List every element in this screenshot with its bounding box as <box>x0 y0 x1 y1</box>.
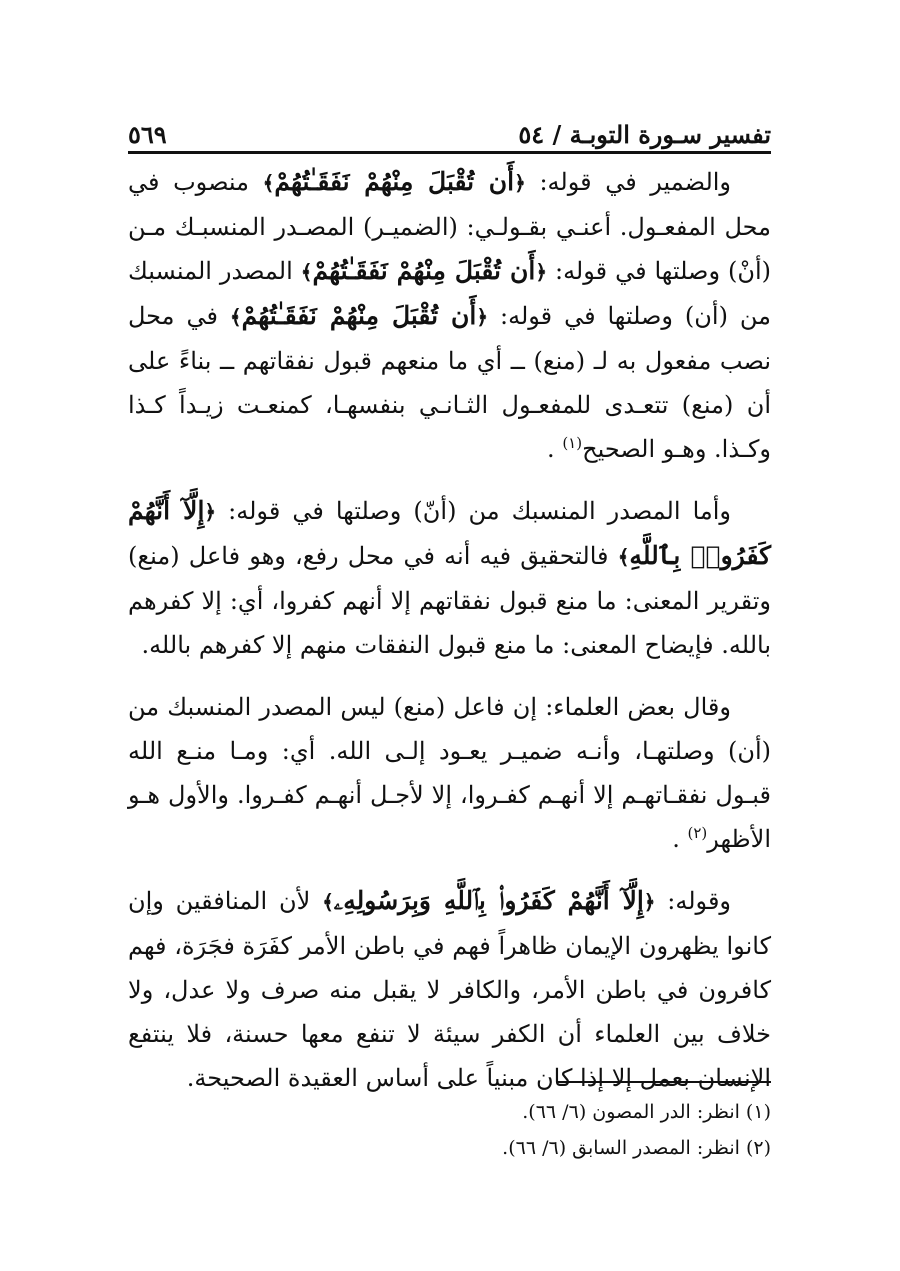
ornate-bracket: ﴾ <box>262 171 275 195</box>
footnote-marker: (٢) <box>687 824 708 842</box>
quran-verse: إِلَّآ أَنَّهُمْ كَفَرُوا۟ بِٱللَّهِ <box>128 496 771 570</box>
paragraph-text: . <box>672 825 688 853</box>
paragraph-text: والضمير في قوله: <box>525 168 732 196</box>
ornate-bracket: ﴿ <box>476 305 489 329</box>
ornate-bracket: ﴿ <box>514 171 526 195</box>
quran-verse: أَن تُقْبَلَ مِنْهُمْ نَفَقَـٰتُهُمْ <box>241 301 477 330</box>
paragraph-text: في محل نصب مفعول به لـ (منع) ــ أي ما منعهم قبول نفقاتهم ــ بناءً على أن (منع) تتعـدى للمفعـول الثـانـي بنفسهـا، كمنعـت زيـداً كـذا وكـذا. وهـو الصحيح <box>128 302 771 463</box>
ornate-bracket: ﴿ <box>204 500 217 524</box>
footnote-marker: (١) <box>562 434 583 452</box>
paragraph-text: وقوله: <box>655 887 731 915</box>
footnote-rule <box>556 1081 771 1083</box>
header-rule <box>128 151 771 154</box>
page-number: ٥٦٩ <box>128 119 167 149</box>
paragraph-text: وأما المصدر المنسبك من (أنّ) وصلتها في قوله: <box>216 497 731 525</box>
paragraph-text: المصدر المنسبك من (أن) وصلتها في قوله: <box>128 257 772 330</box>
paragraph-text: وقال بعض العلماء: إن فاعل (منع) ليس المصدر المنسبك من (أن) وصلتهـا، وأنـه ضميـر يعـود إلـى الله. أي: ومـا منـع الله قبـول نفقـاتهـم إلا أنهـم كفـروا، إلا لأجـل أنهـم كفـروا. والأول هـو الأظهر <box>128 693 771 853</box>
ornate-bracket: ﴾ <box>300 260 313 284</box>
ornate-bracket: ﴿ <box>535 260 548 284</box>
page-header <box>128 108 771 148</box>
ornate-bracket: ﴾ <box>229 305 242 329</box>
paragraph-text: منصوب في محل المفعـول. أعنـي بقـولـي: (الضميـر) المصـدر المنسبـك مـن (أنْ) وصلتها في قوله: <box>128 168 772 285</box>
footnotes <box>128 1094 771 1166</box>
running-title: تفسير سـورة التوبـة / ٥٤ <box>518 119 771 149</box>
paragraph <box>128 489 771 667</box>
quran-verse: أَن تُقْبَلَ مِنْهُمْ نَفَقَـٰتُهُمْ <box>312 256 536 285</box>
footnote: (١) انظر: الدر المصون (٦/ ٦٦). <box>522 1101 771 1123</box>
ornate-bracket: ﴿ <box>643 890 656 914</box>
paragraph <box>128 879 771 1100</box>
quran-verse: إِلَّآ أَنَّهُمْ كَفَرُوا۟ بِٱللَّهِ وَبِرَسُولِهِۦ <box>333 886 644 915</box>
page-body <box>128 160 771 1118</box>
ornate-bracket: ﴾ <box>617 545 630 569</box>
paragraph-text: . <box>547 435 563 463</box>
paragraph <box>128 160 771 471</box>
paragraph <box>128 685 771 861</box>
footnote: (٢) انظر: المصدر السابق (٦/ ٦٦). <box>502 1137 771 1159</box>
paragraph-text: فالتحقيق فيه أنه في محل رفع، وهو فاعل (منع) وتقرير المعنى: ما منع قبول نفقاتهم إلا أنهم كفروا، أي: إلا كفرهم بالله. فإيضاح المعنى: ما منع قبول النفقات منهم إلا كفرهم بالله. <box>128 542 771 659</box>
quran-verse: أَن تُقْبَلَ مِنْهُمْ نَفَقَـٰتُهُمْ <box>274 167 515 196</box>
ornate-bracket: ﴾ <box>322 890 334 914</box>
paragraph-text: لأن المنافقين وإن كانوا يظهرون الإيمان ظاهراً فهم في باطن الأمر كفَرَة فجَرَة، فهم كافرون في باطن الأمر، والكافر لا يقبل منه صرف ولا عدل، ولا خلاف بين العلماء أن الكفر سيئة لا تنفع معها حسنة، فلا ينتفع الإنسان بعمل إلا إذا كان مبنياً على أساس العقيدة الصحيحة. <box>128 887 771 1092</box>
